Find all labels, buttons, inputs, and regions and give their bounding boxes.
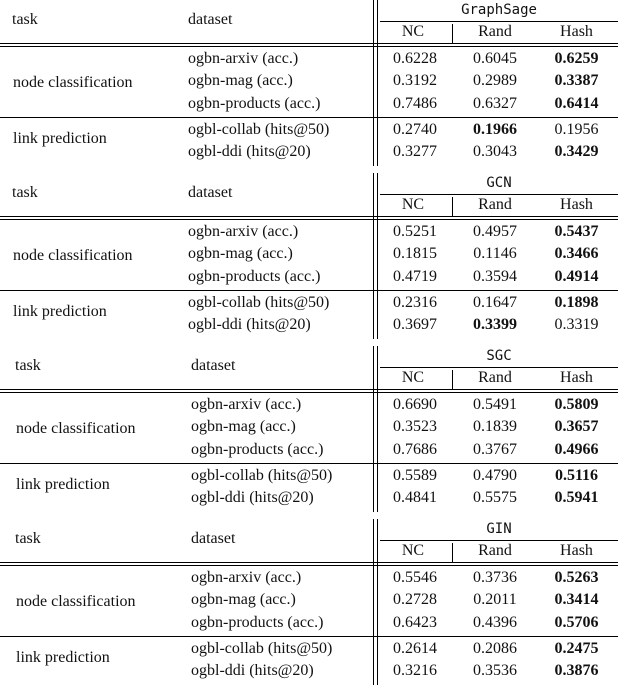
rand-value: 0.6327 xyxy=(473,95,517,112)
hash-value: 0.3657 xyxy=(554,418,599,435)
header-nc: NC xyxy=(401,196,425,213)
group-rule xyxy=(0,290,618,291)
hash-value: 0.3466 xyxy=(554,245,599,262)
vertical-double-rule-1 xyxy=(373,173,374,339)
hash-value: 0.5809 xyxy=(554,396,599,413)
hash-value: 0.6414 xyxy=(554,95,599,112)
rand-value: 0.3767 xyxy=(473,441,517,458)
header-task: task xyxy=(15,530,41,547)
nc-value: 0.5546 xyxy=(393,569,437,586)
vertical-double-rule-1 xyxy=(373,0,374,166)
rand-value: 0.1839 xyxy=(473,418,517,435)
vertical-double-rule-2 xyxy=(377,0,378,166)
vertical-double-rule-2 xyxy=(377,519,378,685)
header-model-name: GraphSage xyxy=(461,2,537,18)
rand-value: 0.3736 xyxy=(473,569,517,586)
header-rand: Rand xyxy=(478,196,512,213)
nc-value: 0.6690 xyxy=(393,396,437,413)
dataset-cell: ogbl-ddi (hits@20) xyxy=(188,316,311,333)
hash-value: 0.5116 xyxy=(554,467,599,484)
nc-value: 0.5589 xyxy=(393,467,437,484)
group-rule xyxy=(0,463,618,464)
header-task: task xyxy=(12,11,38,28)
table-gcn xyxy=(0,173,618,343)
hash-value: 0.4914 xyxy=(554,268,599,285)
header-divider-1 xyxy=(452,543,453,562)
header-rand: Rand xyxy=(478,369,512,386)
header-rule-top xyxy=(0,43,618,44)
header-hash: Hash xyxy=(560,23,593,40)
header-rule-bottom xyxy=(0,219,618,220)
header-dataset: dataset xyxy=(191,357,236,374)
hash-value: 0.5263 xyxy=(554,569,599,586)
rand-value: 0.2086 xyxy=(473,640,517,657)
group-rule xyxy=(0,636,618,637)
header-task: task xyxy=(15,357,41,374)
dataset-cell: ogbn-products (acc.) xyxy=(191,441,324,458)
vertical-double-rule-1 xyxy=(373,346,374,512)
nc-value: 0.2728 xyxy=(393,591,437,608)
nc-value: 0.3523 xyxy=(393,418,437,435)
dataset-cell: ogbn-products (acc.) xyxy=(188,95,321,112)
header-divider-1 xyxy=(452,370,453,389)
dataset-cell: ogbl-collab (hits@50) xyxy=(191,467,333,484)
header-dataset: dataset xyxy=(191,530,236,547)
nc-value: 0.1815 xyxy=(393,245,437,262)
header-divider-1 xyxy=(452,197,453,216)
nc-value: 0.6423 xyxy=(393,614,437,631)
dataset-cell: ogbl-collab (hits@50) xyxy=(188,121,330,138)
vertical-double-rule-2 xyxy=(377,346,378,512)
header-model-name: GIN xyxy=(486,521,512,537)
rand-value: 0.4396 xyxy=(473,614,517,631)
header-dataset: dataset xyxy=(188,184,233,201)
hash-value: 0.1956 xyxy=(554,121,599,138)
header-subrule xyxy=(380,367,618,368)
nc-value: 0.3216 xyxy=(393,662,437,679)
rand-value: 0.5575 xyxy=(473,489,517,506)
header-nc: NC xyxy=(401,23,425,40)
task-label: node classification xyxy=(13,247,133,264)
rand-value: 0.3043 xyxy=(473,143,517,160)
task-label: link prediction xyxy=(16,649,110,666)
nc-value: 0.5251 xyxy=(393,223,437,240)
task-label: node classification xyxy=(16,420,136,437)
rand-value: 0.2989 xyxy=(473,72,517,89)
rand-value: 0.3399 xyxy=(473,316,517,333)
header-task: task xyxy=(12,184,38,201)
task-label: node classification xyxy=(13,74,133,91)
nc-value: 0.6228 xyxy=(393,50,437,67)
dataset-cell: ogbn-mag (acc.) xyxy=(188,245,293,262)
hash-value: 0.5437 xyxy=(554,223,599,240)
rand-value: 0.1146 xyxy=(473,245,517,262)
table-gin xyxy=(0,519,618,689)
task-label: link prediction xyxy=(13,130,107,147)
dataset-cell: ogbl-ddi (hits@20) xyxy=(191,662,314,679)
rand-value: 0.4957 xyxy=(473,223,517,240)
dataset-cell: ogbn-products (acc.) xyxy=(191,614,324,631)
dataset-cell: ogbn-arxiv (acc.) xyxy=(188,223,299,240)
header-hash: Hash xyxy=(560,196,593,213)
rand-value: 0.3594 xyxy=(473,268,517,285)
header-rand: Rand xyxy=(478,23,512,40)
rand-value: 0.3536 xyxy=(473,662,517,679)
hash-value: 0.6259 xyxy=(554,50,599,67)
rand-value: 0.4790 xyxy=(473,467,517,484)
nc-value: 0.7686 xyxy=(393,441,437,458)
nc-value: 0.3697 xyxy=(393,316,437,333)
dataset-cell: ogbn-products (acc.) xyxy=(188,268,321,285)
hash-value: 0.3319 xyxy=(554,316,599,333)
dataset-cell: ogbn-arxiv (acc.) xyxy=(191,396,302,413)
dataset-cell: ogbn-mag (acc.) xyxy=(191,418,296,435)
rand-value: 0.1966 xyxy=(473,121,517,138)
header-hash: Hash xyxy=(560,542,593,559)
hash-value: 0.3387 xyxy=(554,72,599,89)
vertical-double-rule-1 xyxy=(373,519,374,685)
rand-value: 0.1647 xyxy=(473,294,517,311)
nc-value: 0.4719 xyxy=(393,268,437,285)
header-rand: Rand xyxy=(478,542,512,559)
header-subrule xyxy=(380,21,618,22)
table-graphsage xyxy=(0,0,618,170)
header-nc: NC xyxy=(401,542,425,559)
header-rule-top xyxy=(0,216,618,217)
header-rule-bottom xyxy=(0,565,618,566)
hash-value: 0.3429 xyxy=(554,143,599,160)
header-dataset: dataset xyxy=(188,11,233,28)
group-rule xyxy=(0,117,618,118)
rand-value: 0.5491 xyxy=(473,396,517,413)
header-rule-top xyxy=(0,389,618,390)
header-rule-bottom xyxy=(0,392,618,393)
dataset-cell: ogbl-ddi (hits@20) xyxy=(191,489,314,506)
dataset-cell: ogbl-ddi (hits@20) xyxy=(188,143,311,160)
vertical-double-rule-2 xyxy=(377,173,378,339)
header-rule-bottom xyxy=(0,46,618,47)
nc-value: 0.2740 xyxy=(393,121,437,138)
hash-value: 0.2475 xyxy=(554,640,599,657)
header-subrule xyxy=(380,540,618,541)
dataset-cell: ogbn-arxiv (acc.) xyxy=(188,50,299,67)
task-label: link prediction xyxy=(13,303,107,320)
hash-value: 0.5941 xyxy=(554,489,599,506)
header-model-name: SGC xyxy=(486,348,512,364)
nc-value: 0.2614 xyxy=(393,640,437,657)
rand-value: 0.2011 xyxy=(473,591,517,608)
table-sgc xyxy=(0,346,618,516)
hash-value: 0.1898 xyxy=(554,294,599,311)
nc-value: 0.2316 xyxy=(393,294,437,311)
header-rule-top xyxy=(0,562,618,563)
header-hash: Hash xyxy=(560,369,593,386)
nc-value: 0.3192 xyxy=(393,72,437,89)
nc-value: 0.3277 xyxy=(393,143,437,160)
task-label: link prediction xyxy=(16,476,110,493)
nc-value: 0.4841 xyxy=(393,489,437,506)
nc-value: 0.7486 xyxy=(393,95,437,112)
header-model-name: GCN xyxy=(486,175,512,191)
header-subrule xyxy=(380,194,618,195)
dataset-cell: ogbn-arxiv (acc.) xyxy=(191,569,302,586)
rand-value: 0.6045 xyxy=(473,50,517,67)
hash-value: 0.5706 xyxy=(554,614,599,631)
task-label: node classification xyxy=(16,593,136,610)
header-nc: NC xyxy=(401,369,425,386)
dataset-cell: ogbl-collab (hits@50) xyxy=(191,640,333,657)
header-divider-1 xyxy=(452,24,453,43)
dataset-cell: ogbn-mag (acc.) xyxy=(191,591,296,608)
hash-value: 0.3414 xyxy=(554,591,599,608)
dataset-cell: ogbn-mag (acc.) xyxy=(188,72,293,89)
dataset-cell: ogbl-collab (hits@50) xyxy=(188,294,330,311)
hash-value: 0.3876 xyxy=(554,662,599,679)
hash-value: 0.4966 xyxy=(554,441,599,458)
